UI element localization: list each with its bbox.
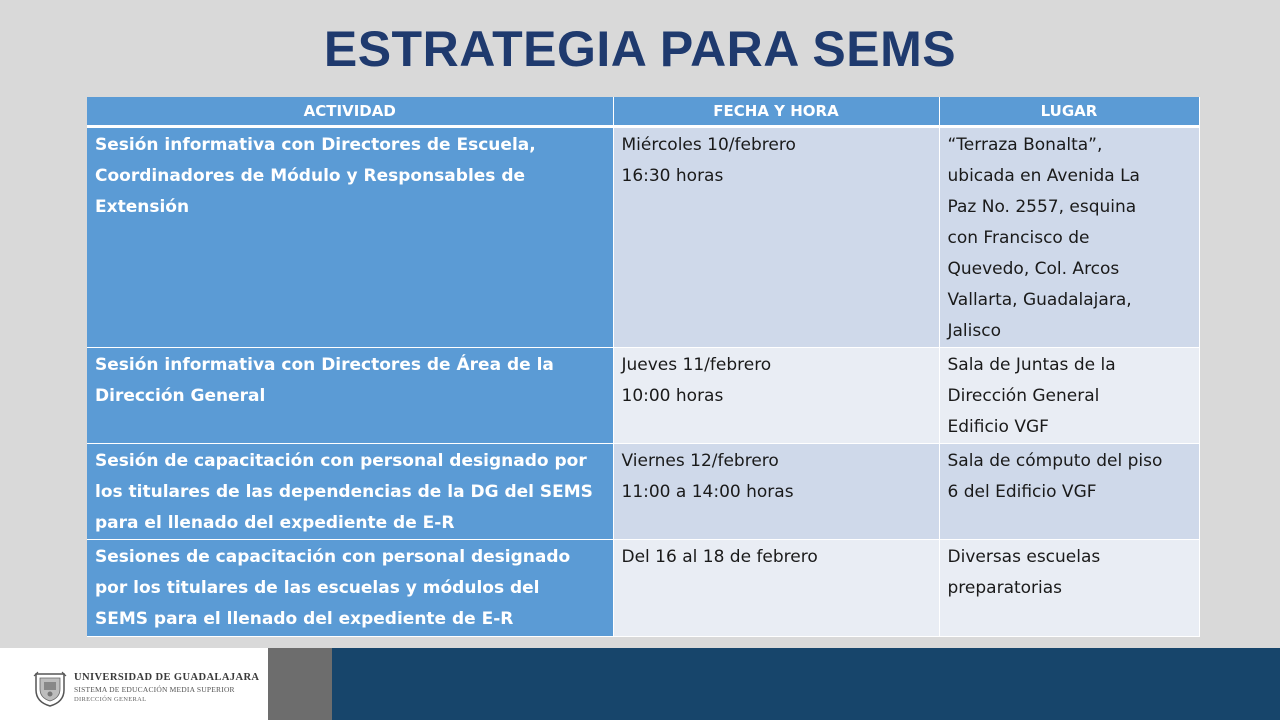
table-row xyxy=(87,539,1199,636)
cell-lugar-line: Edificio VGF xyxy=(947,416,1049,437)
cell-lugar-line: preparatorias xyxy=(947,577,1063,598)
cell-fecha-hora-line: 16:30 horas xyxy=(621,165,724,186)
cell-actividad-line: Sesión informativa con Directores de Área de la xyxy=(95,354,554,375)
cell-lugar-line: Sala de Juntas de la xyxy=(947,354,1116,375)
cell-fecha-hora xyxy=(613,539,939,636)
cell-actividad-line: los titulares de las dependencias de la DG del SEMS xyxy=(95,481,593,502)
table-row xyxy=(87,443,1199,539)
cell-lugar-line: 6 del Edificio VGF xyxy=(947,481,1097,502)
cell-fecha-hora-line: 10:00 horas xyxy=(621,385,724,406)
cell-lugar-line: Dirección General xyxy=(947,385,1100,406)
cell-actividad-line: Dirección General xyxy=(95,385,266,406)
cell-lugar xyxy=(939,443,1199,539)
cell-fecha-hora-line: 11:00 a 14:00 horas xyxy=(621,481,794,502)
cell-lugar-line: Vallarta, Guadalajara, xyxy=(947,289,1132,310)
cell-actividad xyxy=(87,347,613,443)
cell-lugar-line: con Francisco de xyxy=(947,227,1090,248)
cell-actividad-line: SEMS para el llenado del expediente de E-R xyxy=(95,608,514,629)
logo-main-text: UNIVERSIDAD DE GUADALAJARA xyxy=(74,671,260,683)
cell-fecha-hora-line: Viernes 12/febrero xyxy=(621,450,779,471)
cell-actividad-line: Sesión informativa con Directores de Escuela, xyxy=(95,134,536,155)
table-row xyxy=(87,126,1199,347)
cell-actividad-line: por los titulares de las escuelas y módulos del xyxy=(95,577,540,598)
cell-lugar-line: ubicada en Avenida La xyxy=(947,165,1140,186)
cell-actividad-line: Coordinadores de Módulo y Responsables de xyxy=(95,165,526,186)
cell-lugar xyxy=(939,539,1199,636)
cell-actividad-line: Sesión de capacitación con personal designado por xyxy=(95,450,587,471)
cell-fecha-hora-line: Jueves 11/febrero xyxy=(621,354,772,375)
logo-sub-text: SISTEMA DE EDUCACIÓN MEDIA SUPERIOR xyxy=(74,685,235,695)
cell-actividad-line: Extensión xyxy=(95,196,190,217)
cell-fecha-hora xyxy=(613,347,939,443)
logo-sub2-text: DIRECCIÓN GENERAL xyxy=(74,695,147,703)
cell-lugar-line: “Terraza Bonalta”, xyxy=(947,134,1103,155)
table-header-row xyxy=(87,97,1199,126)
header-fecha-hora: FECHA Y HORA xyxy=(613,97,939,126)
slide-title: ESTRATEGIA PARA SEMS xyxy=(323,21,957,77)
cell-fecha-hora-line: Miércoles 10/febrero xyxy=(621,134,796,155)
cell-fecha-hora xyxy=(613,443,939,539)
header-actividad: ACTIVIDAD xyxy=(87,97,613,126)
schedule-table xyxy=(87,97,1200,637)
university-seal-icon xyxy=(32,668,68,708)
cell-lugar-line: Jalisco xyxy=(947,320,1001,341)
footer-accent-block xyxy=(268,648,332,720)
header-lugar: LUGAR xyxy=(939,97,1199,126)
cell-actividad xyxy=(87,126,613,347)
cell-lugar-line: Quevedo, Col. Arcos xyxy=(947,258,1120,279)
cell-fecha-hora-line: Del 16 al 18 de febrero xyxy=(621,546,818,567)
cell-actividad-line: Sesiones de capacitación con personal designado xyxy=(95,546,571,567)
cell-lugar xyxy=(939,347,1199,443)
cell-lugar-line: Diversas escuelas xyxy=(947,546,1101,567)
cell-lugar xyxy=(939,126,1199,347)
cell-actividad xyxy=(87,539,613,636)
cell-fecha-hora xyxy=(613,126,939,347)
cell-lugar-line: Paz No. 2557, esquina xyxy=(947,196,1137,217)
cell-actividad-line: para el llenado del expediente de E-R xyxy=(95,512,455,533)
table-row xyxy=(87,347,1199,443)
cell-lugar-line: Sala de cómputo del piso xyxy=(947,450,1163,471)
cell-actividad xyxy=(87,443,613,539)
university-logo xyxy=(32,666,262,710)
